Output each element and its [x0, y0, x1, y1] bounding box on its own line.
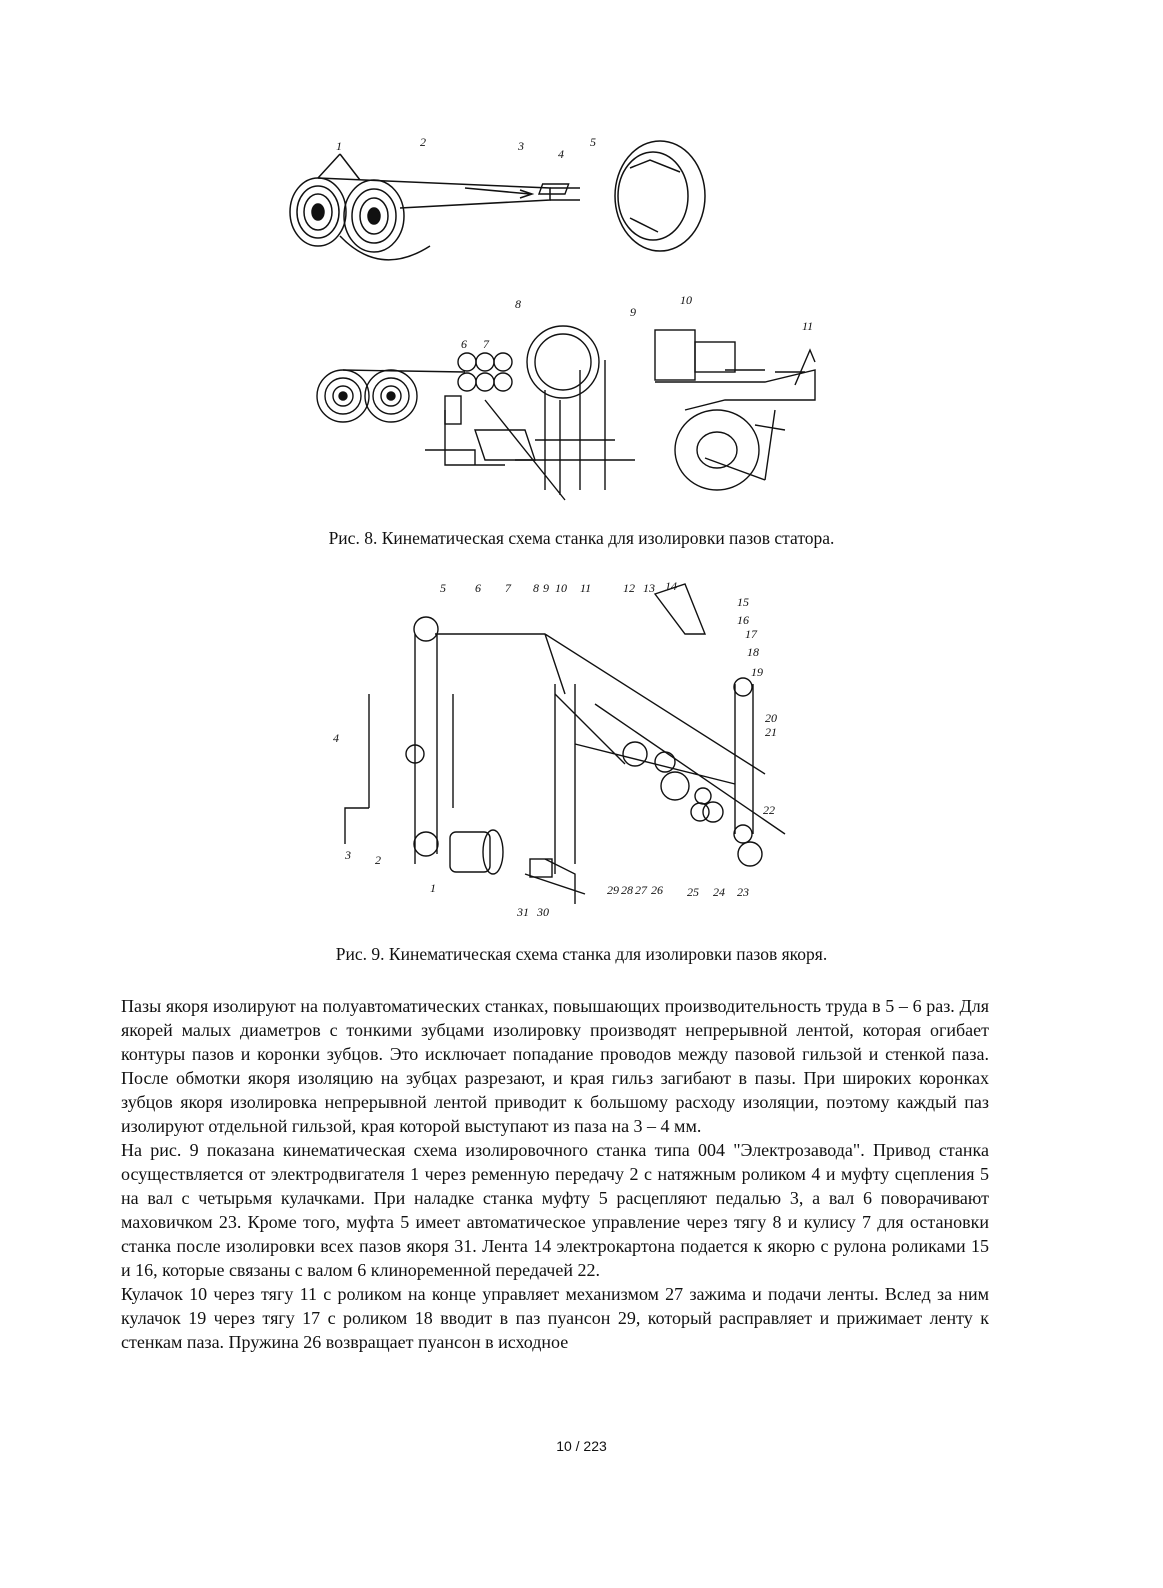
- fig9-label-13: 13: [643, 581, 655, 595]
- fig8-label-8: 8: [515, 297, 521, 311]
- figure-9-caption: Рис. 9. Кинематическая схема станка для изолировки пазов якоря.: [335, 944, 828, 964]
- fig9-label-16: 16: [737, 613, 749, 627]
- fig8-label-11: 11: [802, 319, 814, 333]
- fig9-label-2: 2: [375, 853, 381, 867]
- fig8-label-10: 10: [680, 293, 692, 307]
- fig9-label-9: 9: [543, 581, 549, 595]
- fig8-label-4: 4: [558, 147, 564, 161]
- fig9-label-30: 30: [537, 905, 549, 919]
- fig9-label-28: 28: [621, 883, 633, 897]
- fig9-label-15: 15: [737, 595, 749, 609]
- cam-wheel: [675, 410, 785, 490]
- fig9-label-21: 21: [765, 725, 777, 739]
- fig8-label-7: 7: [483, 337, 489, 351]
- fig9-label-18: 18: [747, 645, 759, 659]
- fig8-label-5: 5: [590, 135, 596, 149]
- fig9-label-1: 1: [430, 881, 436, 895]
- fig9-label-4: 4: [333, 731, 339, 745]
- roll-left: [317, 370, 369, 422]
- fig9-label-8: 8: [533, 581, 539, 595]
- fig9-label-11: 11: [580, 581, 592, 595]
- fig8-label-9: 9: [630, 305, 636, 319]
- fig8-label-1: 1: [336, 139, 342, 153]
- fig9-label-12: 12: [623, 581, 635, 595]
- fig9-label-6: 6: [475, 581, 481, 595]
- paragraph-3: Кулачок 10 через тягу 11 с роликом на конце управляет механизмом 27 зажима и подачи ленты. Вслед за ним кулачок 19 через тягу 17 с роликом 18 вводит в паз пуансон 29, который расправляет и прижимает ленту к стенкам паза. Пружина 26 возвращает пуансон в исходное: [121, 1284, 989, 1352]
- fig9-label-29: 29: [607, 883, 619, 897]
- body-text: [121, 994, 989, 1354]
- fig9-label-5: 5: [440, 581, 446, 595]
- roll-1a: [290, 178, 346, 246]
- fig9-label-7: 7: [505, 581, 511, 595]
- fig9-label-22: 22: [763, 803, 775, 817]
- fig9-label-23: 23: [737, 885, 749, 899]
- fig8-label-2: 2: [420, 135, 426, 149]
- paragraph-2: На рис. 9 показана кинематическая схема изолировочного станка типа 004 "Электрозавода". Привод станка осуществляется от электродвигателя 1 через ременную передачу 2 с натяжным роликом 4 и муфту сцепления 5 на вал с четырьмя кулачками. При наладке станка муфту 5 расцепляют педалью 3, а вал 6 поворачивают маховичком 23. Кроме того, муфта 5 имеет автоматическое управление через тягу 8 и кулису 7 для остановки станка после изолировки всех пазов якоря 31. Лента 14 электрокартона подается к якорю с рулона роликами 15 и 16, которые связаны с валом 6 клиноременной передачей 22.: [121, 1140, 989, 1280]
- fig8-label-6: 6: [461, 337, 467, 351]
- fig8-label-3: 3: [518, 139, 524, 153]
- fig9-label-26: 26: [651, 883, 663, 897]
- page-number: 10 / 223: [556, 1438, 607, 1454]
- fig9-label-14: 14: [665, 579, 677, 593]
- fig9-label-24: 24: [713, 885, 725, 899]
- roll-right: [365, 370, 417, 422]
- fig9-label-3: 3: [345, 848, 351, 862]
- figure-8-caption: Рис. 8. Кинематическая схема станка для изолировки пазов статора.: [328, 528, 835, 548]
- fig9-label-27: 27: [635, 883, 647, 897]
- fig9-label-17: 17: [745, 627, 757, 641]
- slot-insert-unit: [655, 330, 815, 410]
- fig9-label-19: 19: [751, 665, 763, 679]
- fig9-label-31: 31: [517, 905, 529, 919]
- roll-1b: [344, 180, 404, 252]
- figure-9-drawing: [325, 574, 795, 924]
- stator-5: [615, 141, 705, 251]
- figure-8-bottom-drawing: [305, 290, 825, 505]
- fig9-label-25: 25: [687, 885, 699, 899]
- fig9-label-10: 10: [555, 581, 567, 595]
- fig9-label-20: 20: [765, 711, 777, 725]
- paragraph-1: Пазы якоря изолируют на полуавтоматических станках, повышающих производительность труда в 5 – 6 раз. Для якорей малых диаметров с тонкими зубцами изолировку производят непрерывной лентой, которая огибает контуры пазов и коронки зубцов. Это исключает попадание проводов между пазовой гильзой и стенкой паза. После обмотки якоря изоляцию на зубцах разрезают, и края гильз загибают в пазы. При широких коронках зубцов якоря изолировка непрерывной лентой приводит к большому расходу изоляции, поэтому каждый паз изолируют отдельной гильзой, края которой выступают из паза на 3 – 4 мм.: [121, 996, 989, 1136]
- figure-8-top-drawing: [280, 128, 720, 278]
